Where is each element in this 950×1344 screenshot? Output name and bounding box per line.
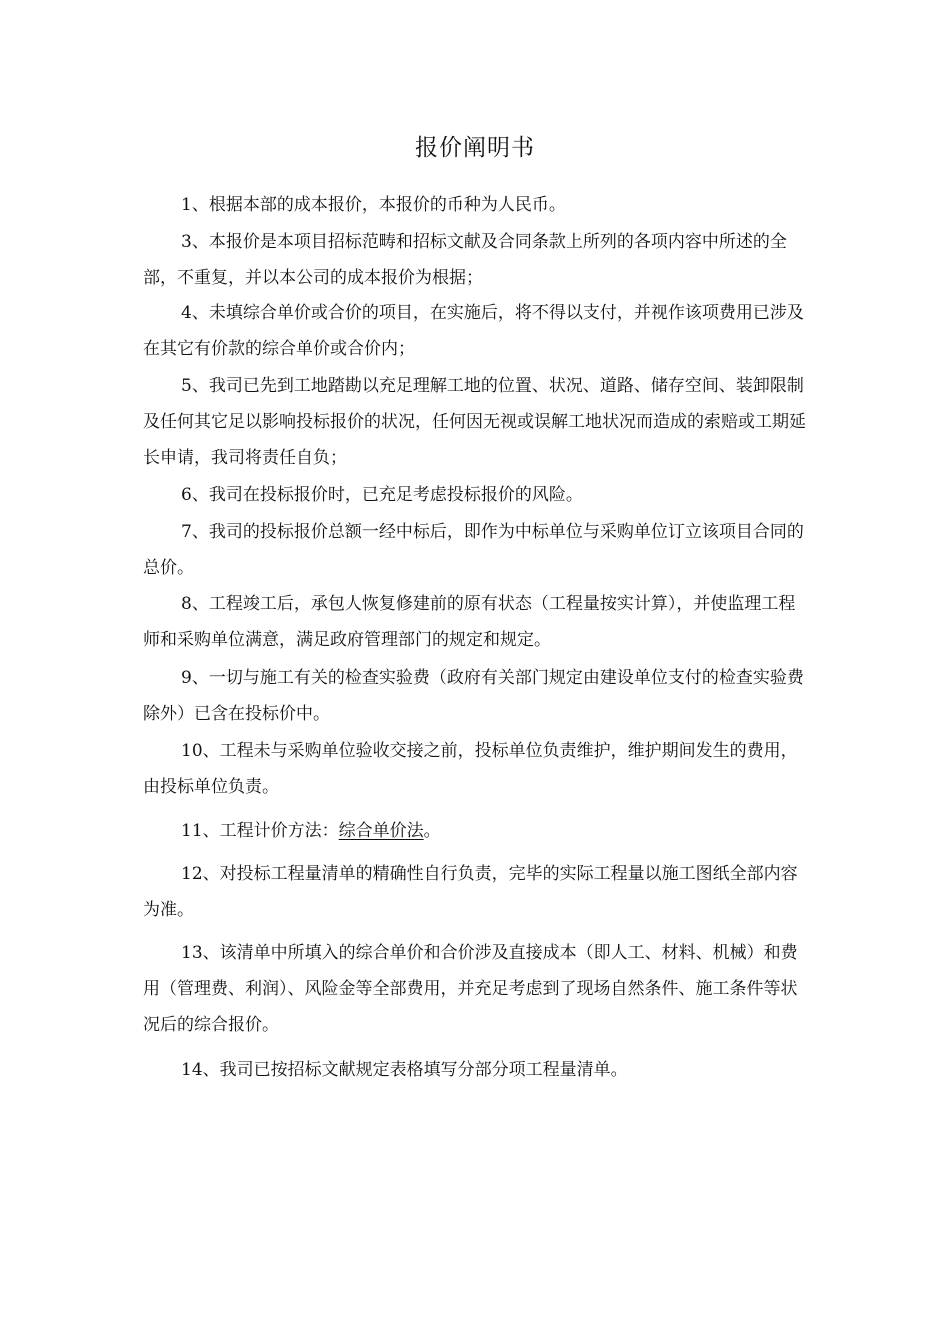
paragraph-3: 3、本报价是本项目招标范畴和招标文献及合同条款上所列的各项内容中所述的全部，不重复，并以本公司的成本报价为根据； xyxy=(143,232,787,288)
paragraph-1: 1、根据本部的成本报价，本报价的币种为人民币。 xyxy=(181,195,566,215)
paragraph-8: 8、工程竣工后，承包人恢复修建前的原有状态（工程量按实计算），并使监理工程师和采购单位满意，满足政府管理部门的规定和规定。 xyxy=(143,594,796,650)
paragraph-14: 14、我司已按招标文献规定表格填写分部分项工程量清单。 xyxy=(181,1060,628,1080)
document-title: 报价阐明书 xyxy=(415,135,535,161)
paragraph-11 xyxy=(143,813,807,849)
paragraph-11-prefix: 11、工程计价方法： xyxy=(181,821,339,841)
paragraph-10: 10、工程未与采购单位验收交接之前，投标单位负责维护，维护期间发生的费用，由投标单位负责。 xyxy=(143,741,798,797)
paragraph-13: 13、该清单中所填入的综合单价和合价涉及直接成本（即人工、材料、机械）和费用（管理费、利润）、风险金等全部费用，并充足考虑到了现场自然条件、施工条件等状况后的综合报价。 xyxy=(143,943,798,1035)
paragraph-12: 12、对投标工程量清单的精确性自行负责，完毕的实际工程量以施工图纸全部内容为准。 xyxy=(143,864,798,920)
paragraph-5: 5、我司已先到工地踏勘以充足理解工地的位置、状况、道路、储存空间、装卸限制及任何其它足以影响投标报价的状况，任何因无视或误解工地状况而造成的索赔或工期延长申请，我司将责任自负； xyxy=(143,376,806,468)
paragraph-9: 9、一切与施工有关的检查实验费（政府有关部门规定由建设单位支付的检查实验费除外）已含在投标价中。 xyxy=(143,668,804,724)
paragraph-6: 6、我司在投标报价时，已充足考虑投标报价的风险。 xyxy=(181,485,583,505)
paragraph-4: 4、未填综合单价或合价的项目，在实施后，将不得以支付，并视作该项费用已涉及在其它有价款的综合单价或合价内； xyxy=(143,303,804,359)
paragraph-7: 7、我司的投标报价总额一经中标后，即作为中标单位与采购单位订立该项目合同的总价。 xyxy=(143,522,804,578)
paragraph-11-suffix: 。 xyxy=(423,821,441,841)
pricing-method-underlined: 综合单价法 xyxy=(338,821,424,841)
